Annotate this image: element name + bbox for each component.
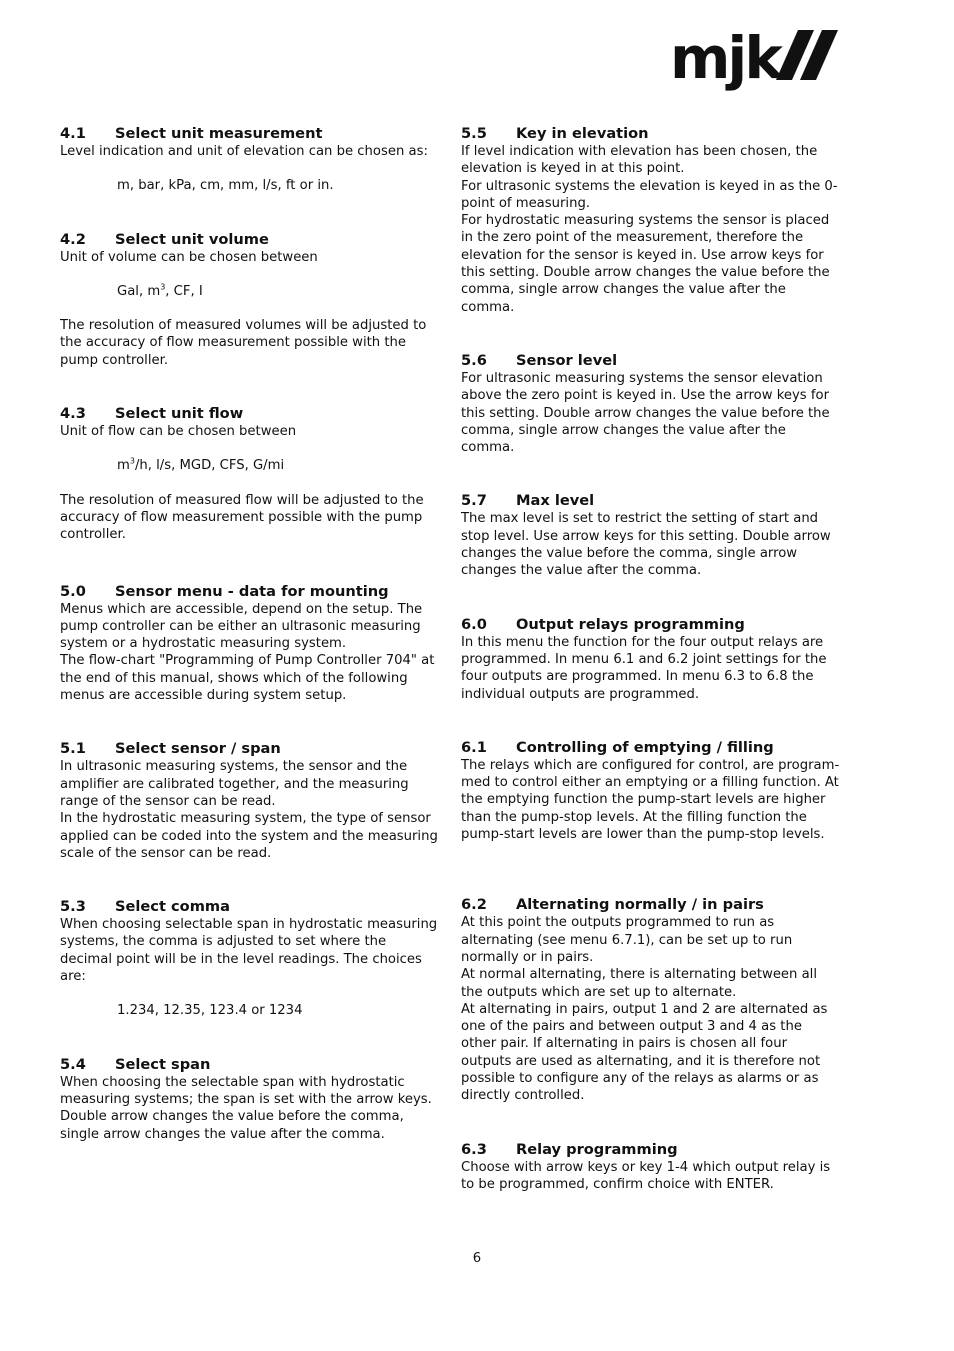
section-text: For hydrostatic measuring systems the sensor is placed in the zero point of the measurement, therefore the elevation for the sensor is keyed in. Use arrow keys for this setting. Double arrow changes the value before the comma, single arrow changes the value after the comma. [461, 213, 830, 315]
section-6-1 [461, 738, 841, 843]
section-title: Key in elevation [516, 125, 649, 142]
section-text: In the hydrostatic measuring system, the type of sensor applied can be coded into the system and the measuring scale of the sensor can be read. [60, 811, 438, 861]
section-note: The resolution of measured volumes will be adjusted to the accuracy of flow measurement possible with the pump controller. [60, 318, 427, 368]
section-text: At alternating in pairs, output 1 and 2 are alternated as one of the pairs and between output 3 and 4 as the other pair. If alternating in pairs is chosen all four outputs are used as alternating, and it is therefore not possible to configure any of the relays as alarms or as directly controlled. [461, 1001, 828, 1104]
section-heading [60, 230, 440, 249]
section-title: Select unit measurement [115, 125, 323, 142]
section-4-1 [60, 124, 440, 195]
section-heading [461, 491, 841, 510]
section-text: At normal alternating, there is alternating between all the outputs which are set up to alternate. [461, 967, 818, 1000]
option-list: m, bar, kPa, cm, mm, l/s, ft or in. [117, 178, 334, 194]
option-list [60, 457, 440, 474]
option-text: , CF, I [165, 283, 203, 299]
section-heading [461, 1140, 841, 1159]
section-note: The resolution of measured flow will be adjusted to the accuracy of flow measurement possible with the pump controller. [60, 492, 424, 543]
section-heading [60, 739, 440, 758]
section-5-4 [60, 1055, 440, 1143]
logo-wordmark: mjk [670, 26, 780, 92]
section-5-1 [60, 739, 440, 862]
section-heading [60, 124, 440, 143]
section-text: Unit of volume can be chosen between [60, 249, 318, 265]
section-heading [60, 404, 440, 423]
section-number: 5.0 [60, 582, 86, 600]
section-number: 5.4 [60, 1055, 86, 1073]
section-heading [60, 897, 440, 916]
section-heading [461, 124, 841, 143]
section-text: In this menu the function for the four output relays are programmed. In menu 6.1 and 6.2 joint settings for the four outputs are programmed. In menu 6.3 to 6.8 the individual outputs are programmed. [461, 634, 827, 702]
section-title: Alternating normally / in pairs [516, 896, 764, 914]
section-text: Unit of flow can be chosen between [60, 424, 297, 440]
section-text: At this point the outputs programmed to run as alternating (see menu 6.7.1), can be set up to run normally or in pairs. [461, 915, 793, 965]
section-title: Select unit volume [115, 230, 269, 248]
section-heading [60, 582, 440, 601]
section-number: 4.2 [60, 230, 86, 248]
section-text: Choose with arrow keys or key 1-4 which output relay is to be programmed, confirm choice with ENTER. [461, 1159, 831, 1192]
section-number: 4.1 [60, 125, 86, 142]
section-number: 5.5 [461, 125, 487, 142]
section-number: 6.3 [461, 1140, 487, 1158]
section-6-2 [461, 895, 841, 1104]
section-title: Select comma [115, 898, 230, 916]
section-number: 6.1 [461, 738, 487, 756]
option-text: m [117, 458, 130, 474]
section-text: The flow-chart "Programming of Pump Controller 704" at the end of this manual, shows which of the following menus are accessible during system setup. [60, 653, 435, 704]
section-text: For ultrasonic systems the elevation is keyed in as the 0-point of measuring. [461, 178, 838, 211]
mjk-logo-graphic [670, 26, 842, 94]
section-number: 6.2 [461, 896, 487, 914]
section-title: Select sensor / span [115, 740, 281, 758]
section-number: 5.3 [60, 898, 86, 916]
section-text: For ultrasonic measuring systems the sensor elevation above the zero point is keyed in. Use the arrow keys for this setting. Double arrow changes the value before the comma, single arrow changes the value after the comma. [461, 370, 830, 456]
right-column [461, 124, 841, 1193]
option-list: 1.234, 12.35, 123.4 or 1234 [117, 1003, 303, 1019]
section-5-3 [60, 897, 440, 1019]
section-5-7 [461, 491, 841, 579]
section-title: Sensor menu - data for mounting [115, 582, 389, 600]
section-heading [461, 351, 841, 370]
section-heading [461, 615, 841, 634]
section-number: 5.1 [60, 740, 86, 758]
section-5-5 [461, 124, 841, 316]
option-text: Gal, m [117, 283, 161, 299]
section-title: Sensor level [516, 351, 618, 369]
section-5-6 [461, 351, 841, 456]
section-title: Max level [516, 492, 595, 510]
section-4-3 [60, 404, 440, 543]
option-text: /h, l/s, MGD, CFS, G/mi [134, 458, 285, 474]
section-text: The relays which are configured for control, are program-med to control either an emptying or a filling function. At the emptying function the pump-start levels are higher than the pump-stop levels. At the filling function the pump-start levels are lower than the pump-stop levels. [461, 757, 840, 843]
section-6-0 [461, 615, 841, 703]
section-number: 4.3 [60, 405, 86, 423]
section-title: Select unit flow [115, 405, 244, 423]
section-5-0 [60, 582, 440, 705]
section-4-2 [60, 230, 440, 369]
section-text: If level indication with elevation has been chosen, the elevation is keyed in at this point. [461, 144, 818, 177]
section-number: 5.6 [461, 351, 487, 369]
section-title: Relay programming [516, 1140, 678, 1158]
mjk-logo [670, 26, 842, 94]
section-text: Menus which are accessible, depend on the setup. The pump controller can be either an ultrasonic measuring system or a hydrostatic measuring system. [60, 601, 423, 652]
section-heading [461, 738, 841, 757]
section-title: Select span [115, 1055, 211, 1073]
page-number: 6 [472, 1251, 482, 1266]
superscript: 3 [160, 282, 166, 292]
section-number: 6.0 [461, 615, 487, 633]
section-number: 5.7 [461, 492, 487, 510]
section-text: When choosing the selectable span with hydrostatic measuring systems; the span is set with the arrow keys. Double arrow changes the value before the comma, single arrow changes the value after the comma. [60, 1074, 432, 1142]
left-column [60, 124, 440, 1143]
section-title: Output relays programming [516, 615, 745, 633]
section-text: The max level is set to restrict the setting of start and stop level. Use arrow keys for this setting. Double arrow changes the value before the comma, single arrow changes the value after the comma. [461, 511, 831, 579]
section-text: In ultrasonic measuring systems, the sensor and the amplifier are calibrated together, and the measuring range of the sensor can be read. [60, 759, 409, 809]
section-heading [461, 895, 841, 914]
section-6-3 [461, 1140, 841, 1194]
section-text: When choosing selectable span in hydrostatic measuring systems, the comma is adjusted to set where the decimal point will be in the level readings. The choices are: [60, 917, 438, 985]
option-list [60, 283, 440, 300]
section-heading [60, 1055, 440, 1074]
section-title: Controlling of emptying / filling [516, 738, 774, 756]
superscript: 3 [129, 456, 135, 466]
section-text: Level indication and unit of elevation can be chosen as: [60, 144, 428, 159]
